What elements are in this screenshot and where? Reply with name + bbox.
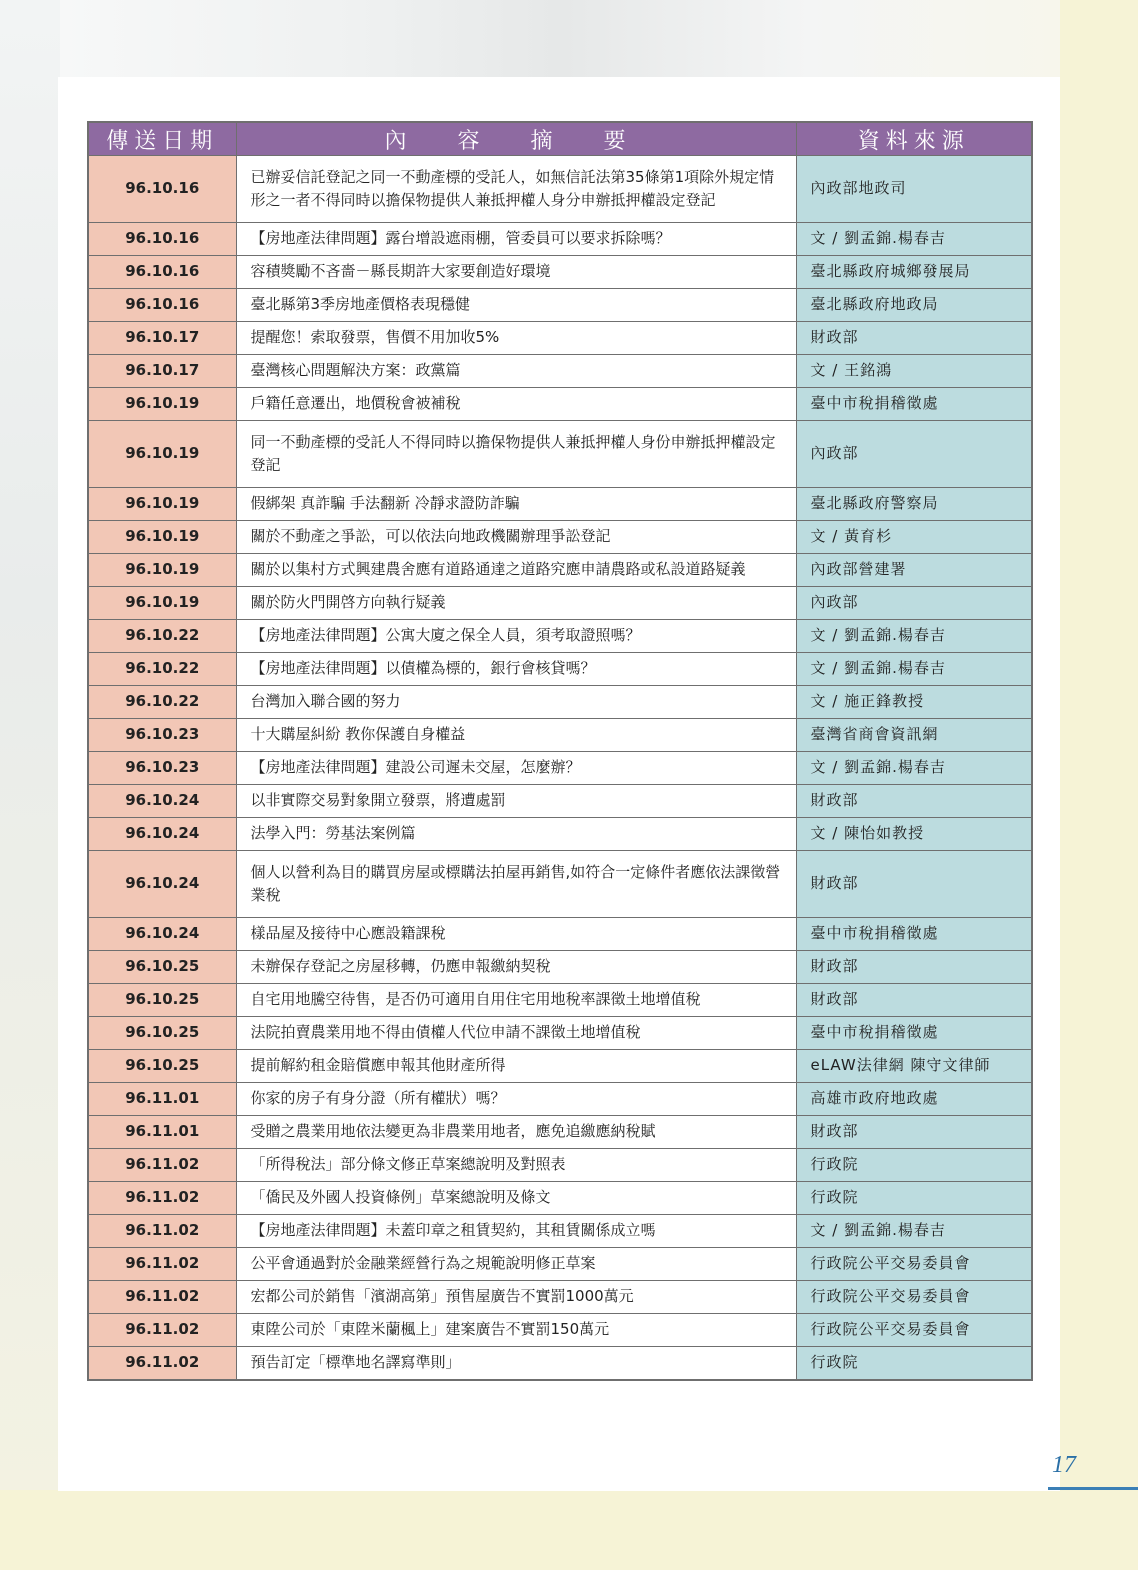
table-row [88,1017,1032,1050]
row-source: 行政院公平交易委員會 [796,1248,1032,1281]
row-source: 內政部地政司 [796,156,1032,223]
row-date: 96.10.25 [88,1050,236,1083]
row-date: 96.10.19 [88,421,236,488]
row-summary: 法學入門：勞基法案例篇 [236,818,796,851]
row-date: 96.10.17 [88,322,236,355]
row-source: 財政部 [796,1116,1032,1149]
table-row [88,554,1032,587]
row-date: 96.11.01 [88,1083,236,1116]
table-row [88,984,1032,1017]
row-source: 高雄市政府地政處 [796,1083,1032,1116]
table-row [88,1347,1032,1381]
row-date: 96.11.01 [88,1116,236,1149]
table-row [88,355,1032,388]
header-source: 資料來源 [796,122,1032,156]
row-summary: 樣品屋及接待中心應設籍課稅 [236,918,796,951]
row-summary: 【房地產法律問題】未蓋印章之租賃契約，其租賃關係成立嗎 [236,1215,796,1248]
table-row [88,918,1032,951]
row-date: 96.10.24 [88,851,236,918]
row-source: eLAW法律網 陳守文律師 [796,1050,1032,1083]
row-summary: 臺灣核心問題解決方案：政黨篇 [236,355,796,388]
row-summary: 【房地產法律問題】以債權為標的，銀行會核貸嗎？ [236,653,796,686]
table-row [88,421,1032,488]
row-date: 96.11.02 [88,1281,236,1314]
table-row [88,818,1032,851]
row-source: 行政院公平交易委員會 [796,1314,1032,1347]
row-source: 文 / 劉孟錦.楊春吉 [796,653,1032,686]
row-source: 文 / 黃育杉 [796,521,1032,554]
row-source: 財政部 [796,984,1032,1017]
row-source: 行政院 [796,1182,1032,1215]
row-summary: 預告訂定「標準地名譯寫準則」 [236,1347,796,1381]
row-date: 96.10.16 [88,156,236,223]
table-header-row [88,122,1032,156]
row-summary: 公平會通過對於金融業經營行為之規範說明修正草案 [236,1248,796,1281]
row-summary: 自宅用地騰空待售，是否仍可適用自用住宅用地稅率課徵土地增值稅 [236,984,796,1017]
row-summary: 【房地產法律問題】公寓大廈之保全人員，須考取證照嗎？ [236,620,796,653]
row-date: 96.10.19 [88,587,236,620]
row-summary: 以非實際交易對象開立發票，將遭處罰 [236,785,796,818]
row-date: 96.11.02 [88,1347,236,1381]
row-source: 行政院 [796,1149,1032,1182]
row-source: 財政部 [796,322,1032,355]
row-date: 96.11.02 [88,1215,236,1248]
table-row [88,322,1032,355]
row-summary: 關於防火門開啓方向執行疑義 [236,587,796,620]
row-summary: 「所得稅法」部分條文修正草案總說明及對照表 [236,1149,796,1182]
table-row [88,1182,1032,1215]
article-listing-table [87,121,1033,1381]
row-source: 文 / 王銘鴻 [796,355,1032,388]
row-source: 行政院 [796,1347,1032,1381]
row-summary: 提前解約租金賠償應申報其他財產所得 [236,1050,796,1083]
row-summary: 提醒您！索取發票，售價不用加收5% [236,322,796,355]
row-date: 96.10.23 [88,752,236,785]
table-row [88,1116,1032,1149]
row-summary: 你家的房子有身分證（所有權狀）嗎？ [236,1083,796,1116]
row-date: 96.11.02 [88,1149,236,1182]
table-row [88,156,1032,223]
table-row [88,620,1032,653]
row-date: 96.10.23 [88,719,236,752]
row-summary: 關於以集村方式興建農舍應有道路通達之道路究應申請農路或私設道路疑義 [236,554,796,587]
table-row [88,1083,1032,1116]
row-summary: 戶籍任意遷出，地價稅會被補稅 [236,388,796,421]
row-date: 96.11.02 [88,1182,236,1215]
row-summary: 假綁架 真詐騙 手法翻新 冷靜求證防詐騙 [236,488,796,521]
table-row [88,1050,1032,1083]
row-date: 96.10.24 [88,785,236,818]
row-source: 文 / 劉孟錦.楊春吉 [796,620,1032,653]
table-row [88,388,1032,421]
row-date: 96.10.16 [88,289,236,322]
table-row [88,785,1032,818]
row-summary: 東陞公司於「東陞米蘭楓上」建案廣告不實罰150萬元 [236,1314,796,1347]
table-row [88,686,1032,719]
table-body [88,156,1032,1381]
row-summary: 十大購屋糾紛 教你保護自身權益 [236,719,796,752]
row-source: 文 / 施正鋒教授 [796,686,1032,719]
table-row [88,289,1032,322]
table-row [88,1215,1032,1248]
row-source: 財政部 [796,951,1032,984]
table-row [88,719,1032,752]
table-row [88,851,1032,918]
row-date: 96.10.24 [88,818,236,851]
row-summary: 關於不動產之爭訟，可以依法向地政機關辦理爭訟登記 [236,521,796,554]
row-date: 96.10.19 [88,554,236,587]
page-number-rule [1048,1487,1138,1490]
row-source: 文 / 劉孟錦.楊春吉 [796,1215,1032,1248]
row-source: 文 / 劉孟錦.楊春吉 [796,223,1032,256]
row-source: 臺中市稅捐稽徵處 [796,388,1032,421]
row-summary: 已辦妥信託登記之同一不動產標的受託人，如無信託法第35條第1項除外規定情形之一者不得同時以擔保物提供人兼抵押權人身分申辦抵押權設定登記 [236,156,796,223]
table-row [88,1281,1032,1314]
row-source: 內政部 [796,587,1032,620]
row-summary: 【房地產法律問題】露台增設遮雨棚，管委員可以要求拆除嗎？ [236,223,796,256]
table-row [88,1149,1032,1182]
row-source: 文 / 劉孟錦.楊春吉 [796,752,1032,785]
row-source: 臺灣省商會資訊網 [796,719,1032,752]
row-summary: 未辦保存登記之房屋移轉，仍應申報繳納契稅 [236,951,796,984]
table-row [88,587,1032,620]
row-source: 內政部 [796,421,1032,488]
row-summary: 個人以營利為目的購買房屋或標購法拍屋再銷售,如符合一定條件者應依法課徵營業稅 [236,851,796,918]
row-source: 臺北縣政府地政局 [796,289,1032,322]
row-date: 96.11.02 [88,1248,236,1281]
row-source: 臺中市稅捐稽徵處 [796,1017,1032,1050]
row-summary: 臺北縣第3季房地產價格表現穩健 [236,289,796,322]
row-source: 行政院公平交易委員會 [796,1281,1032,1314]
row-summary: 法院拍賣農業用地不得由債權人代位申請不課徵土地增值稅 [236,1017,796,1050]
row-date: 96.10.24 [88,918,236,951]
row-source: 臺北縣政府警察局 [796,488,1032,521]
row-summary: 「僑民及外國人投資條例」草案總說明及條文 [236,1182,796,1215]
table-row [88,1314,1032,1347]
row-source: 內政部營建署 [796,554,1032,587]
row-summary: 宏都公司於銷售「濱湖高第」預售屋廣告不實罰1000萬元 [236,1281,796,1314]
row-summary: 受贈之農業用地依法變更為非農業用地者，應免追繳應納稅賦 [236,1116,796,1149]
header-summary: 內 容 摘 要 [236,122,796,156]
header-date: 傳送日期 [88,122,236,156]
row-source: 文 / 陳怡如教授 [796,818,1032,851]
row-date: 96.10.25 [88,984,236,1017]
row-date: 96.10.16 [88,256,236,289]
background-top-strip [60,0,1060,78]
row-source: 財政部 [796,785,1032,818]
row-date: 96.10.19 [88,388,236,421]
row-date: 96.11.02 [88,1314,236,1347]
row-source: 臺中市稅捐稽徵處 [796,918,1032,951]
row-source: 臺北縣政府城鄉發展局 [796,256,1032,289]
table-row [88,488,1032,521]
table-row [88,951,1032,984]
row-date: 96.10.19 [88,488,236,521]
row-source: 財政部 [796,851,1032,918]
row-date: 96.10.25 [88,951,236,984]
row-date: 96.10.19 [88,521,236,554]
row-date: 96.10.25 [88,1017,236,1050]
row-date: 96.10.22 [88,653,236,686]
row-date: 96.10.22 [88,620,236,653]
table-row [88,223,1032,256]
row-summary: 【房地產法律問題】建設公司遲未交屋，怎麼辦？ [236,752,796,785]
row-date: 96.10.22 [88,686,236,719]
table-row [88,521,1032,554]
row-date: 96.10.16 [88,223,236,256]
row-summary: 同一不動產標的受託人不得同時以擔保物提供人兼抵押權人身份申辦抵押權設定登記 [236,421,796,488]
table-row [88,653,1032,686]
row-summary: 台灣加入聯合國的努力 [236,686,796,719]
background-left-strip [0,0,60,1490]
row-summary: 容積獎勵不吝嗇－縣長期許大家要創造好環境 [236,256,796,289]
row-date: 96.10.17 [88,355,236,388]
table-row [88,752,1032,785]
page-number: 17 [1052,1452,1076,1478]
table-row [88,256,1032,289]
table-row [88,1248,1032,1281]
